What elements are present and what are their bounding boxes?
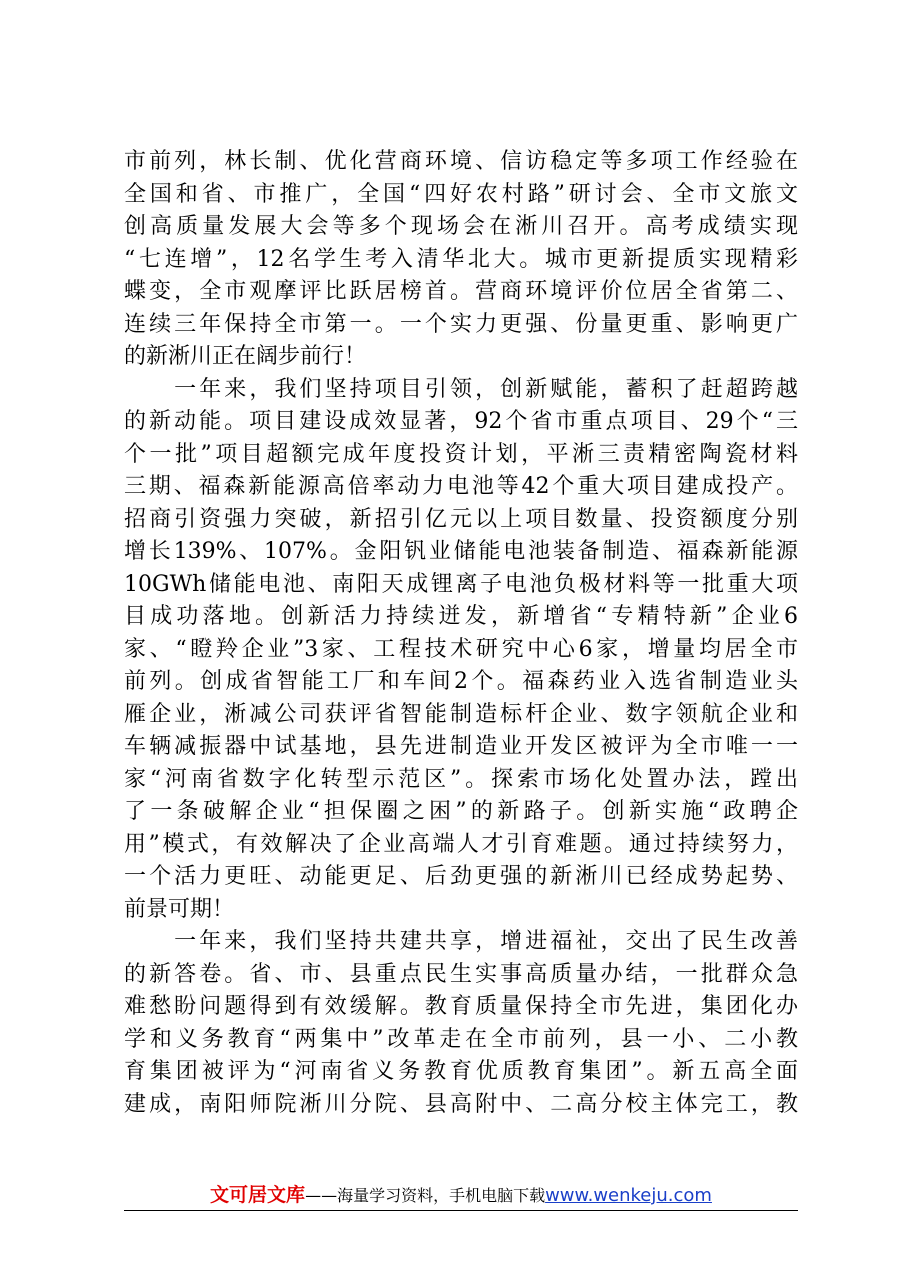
text-line: 前列。创成省智能工厂和车间2个。福森药业入选省制造业头: [124, 669, 798, 694]
text-line: 的新淅川正在阔步前行！: [124, 344, 367, 369]
text-line: 用”模式，有效解决了企业高端人才引育难题。通过持续努力，: [124, 831, 798, 857]
text-line: 10GWh储能电池、南阳天成锂离子电池负极材料等一批重大项: [124, 571, 798, 597]
footer-url-link[interactable]: www.wenkeju.com: [545, 1185, 712, 1206]
text-line: 一年来，我们坚持共建共享，增进福祉，交出了民生改善: [124, 929, 798, 954]
text-line: 前景可期！: [124, 896, 235, 922]
text-line: 市前列，林长制、优化营商环境、信访稳定等多项工作经验在: [124, 149, 798, 174]
text-line: 家“河南省数字化转型示范区”。探索市场化处置办法，蹚出: [124, 766, 798, 792]
text-line: 的新答卷。省、市、县重点民生实事高质量办结，一批群众急: [124, 961, 798, 987]
text-line: 三期、福森新能源高倍率动力电池等42个重大项目建成投产。: [124, 474, 798, 499]
text-line: 全国和省、市推广，全国“四好农村路”研讨会、全市文旅文: [124, 181, 798, 207]
page-footer: [124, 1180, 798, 1212]
text-line: 车辆减振器中试基地，县先进制造业开发区被评为全市唯一一: [124, 734, 798, 759]
text-line: 学和义务教育“两集中”改革走在全市前列，县一小、二小教: [124, 1026, 798, 1052]
text-line: 增长139%、107%。金阳钒业储能电池装备制造、福森新能源: [124, 539, 798, 564]
text-line: “七连增”，12名学生考入清华北大。城市更新提质实现精彩: [124, 246, 798, 272]
text-line: 雁企业，淅减公司获评省智能制造标杆企业、数字领航企业和: [124, 701, 798, 727]
footer-brand: 文可居文库: [210, 1184, 306, 1206]
text-line: 育集团被评为“河南省义务教育优质教育集团”。新五高全面: [124, 1059, 798, 1084]
document-body: [124, 146, 798, 1121]
text-line: 招商引资强力突破，新招引亿元以上项目数量、投资额度分别: [124, 506, 798, 532]
text-line: 个一批”项目超额完成年度投资计划，平淅三责精密陶瓷材料: [124, 441, 798, 467]
text-line: 建成，南阳师院淅川分院、县高附中、二高分校主体完工，教: [124, 1091, 798, 1117]
footer-divider: [124, 1210, 798, 1211]
text-line: 难愁盼问题得到有效缓解。教育质量保持全市先进，集团化办: [124, 994, 798, 1019]
text-line: 连续三年保持全市第一。一个实力更强、份量更重、影响更广: [124, 311, 798, 337]
text-line: 一个活力更旺、动能更足、后劲更强的新淅川已经成势起势、: [124, 864, 798, 889]
text-line: 的新动能。项目建设成效显著，92个省市重点项目、29个“三: [124, 409, 798, 434]
text-line: 一年来，我们坚持项目引领，创新赋能，蓄积了赶超跨越: [124, 376, 798, 402]
text-line: 蝶变，全市观摩评比跃居榜首。营商环境评价位居全省第二、: [124, 279, 798, 304]
text-line: 目成功落地。创新活力持续迸发，新增省“专精特新”企业6: [124, 604, 798, 629]
text-line: 家、“瞪羚企业”3家、工程技术研究中心6家，增量均居全市: [124, 636, 798, 662]
footer-tagline: ——海量学习资料，手机电脑下载: [305, 1186, 546, 1205]
text-line: 创高质量发展大会等多个现场会在淅川召开。高考成绩实现: [124, 214, 798, 239]
text-line: 了一条破解企业“担保圈之困”的新路子。创新实施“政聘企: [124, 799, 798, 824]
